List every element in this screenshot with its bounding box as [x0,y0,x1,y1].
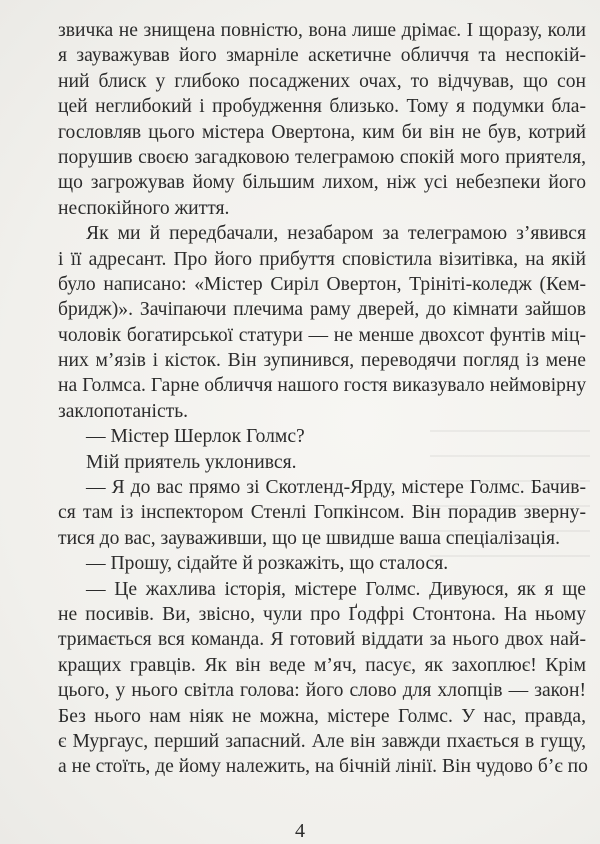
text-line: Як ми й передбачали, незабаром за телеграмою з’явився [86,223,586,245]
body-text [58,18,586,780]
text-line: цього, у нього світла голова: його слово для хлопців — закон! [58,680,586,702]
text-line: тримається вся команда. Я готовий віддати за нього двох най- [58,629,586,651]
text-line: чоловік богатирської статури — не менше двохсот фунтів міц- [58,324,586,346]
text-line: порушив своєю загадковою телеграмою спокій мого приятеля, [58,146,586,168]
text-line: Без нього нам ніяк не можна, містере Голмс. У нас, правда, [58,705,586,727]
text-line: я зауважував його змарніле аскетичне обличчя та неспокій- [58,45,586,67]
text-line: а не стоїть, де йому належить, на бічній лінії. Він чудово б’є по [58,756,588,778]
text-line: — Я до вас прямо зі Скотленд-Ярду, містере Голмс. Бачив- [86,477,586,499]
text-line: на Голмса. Гарне обличчя нашого гостя виказувало неймовірну [58,375,587,397]
text-line: заклопотаність. [58,400,189,422]
text-line: неспокійного життя. [58,197,230,219]
text-line: тися до вас, зауваживши, що це швидше ваша спеціалізація. [58,527,560,549]
text-line: не посивів. Ви, звісно, чули про Ґодфрі Стонтона. На ньому [58,603,586,625]
text-line: гословляв цього містера Овертона, ким би він не був, котрий [58,121,586,143]
page-number: 4 [295,820,305,842]
text-line: цей неглибокий і пробудження близько. Тому я подумки бла- [58,96,586,118]
text-line: і її адресант. Про його прибуття сповістила візитівка, на якій [58,248,586,270]
text-line: кращих гравців. Як він веде м’яч, пасує, як захоплює! Крім [58,654,586,676]
text-line: було написано: «Містер Сиріл Овертон, Трініті-коледж (Кем- [58,273,586,295]
text-line: бридж)». Зачіпаючи плечима раму дверей, до кімнати зайшов [58,299,586,321]
text-line: — Прошу, сідайте й розкажіть, що сталося. [86,553,449,575]
text-line: Мій приятель уклонився. [86,451,297,473]
text-line: звичка не знищена повністю, вона лише дрімає. І щоразу, коли [58,20,586,41]
text-line: них м’язів і кісток. Він зупинився, переводячи погляд із мене [58,350,586,372]
text-line: — Містер Шерлок Голмс? [86,426,305,448]
text-line: є Мургаус, перший запасний. Але він завжди пхається в гущу, [58,730,586,752]
text-line: що загрожував йому більшим лихом, ніж усі небезпеки його [58,172,586,194]
text-line: ся там із інспектором Стенлі Гопкінсом. Він порадив зверну- [58,502,586,524]
text-line: ний блиск у глибоко посаджених очах, то відчував, що сон [58,70,586,92]
text-line: — Це жахлива історія, містере Голмс. Дивуюся, як я ще [86,578,586,600]
